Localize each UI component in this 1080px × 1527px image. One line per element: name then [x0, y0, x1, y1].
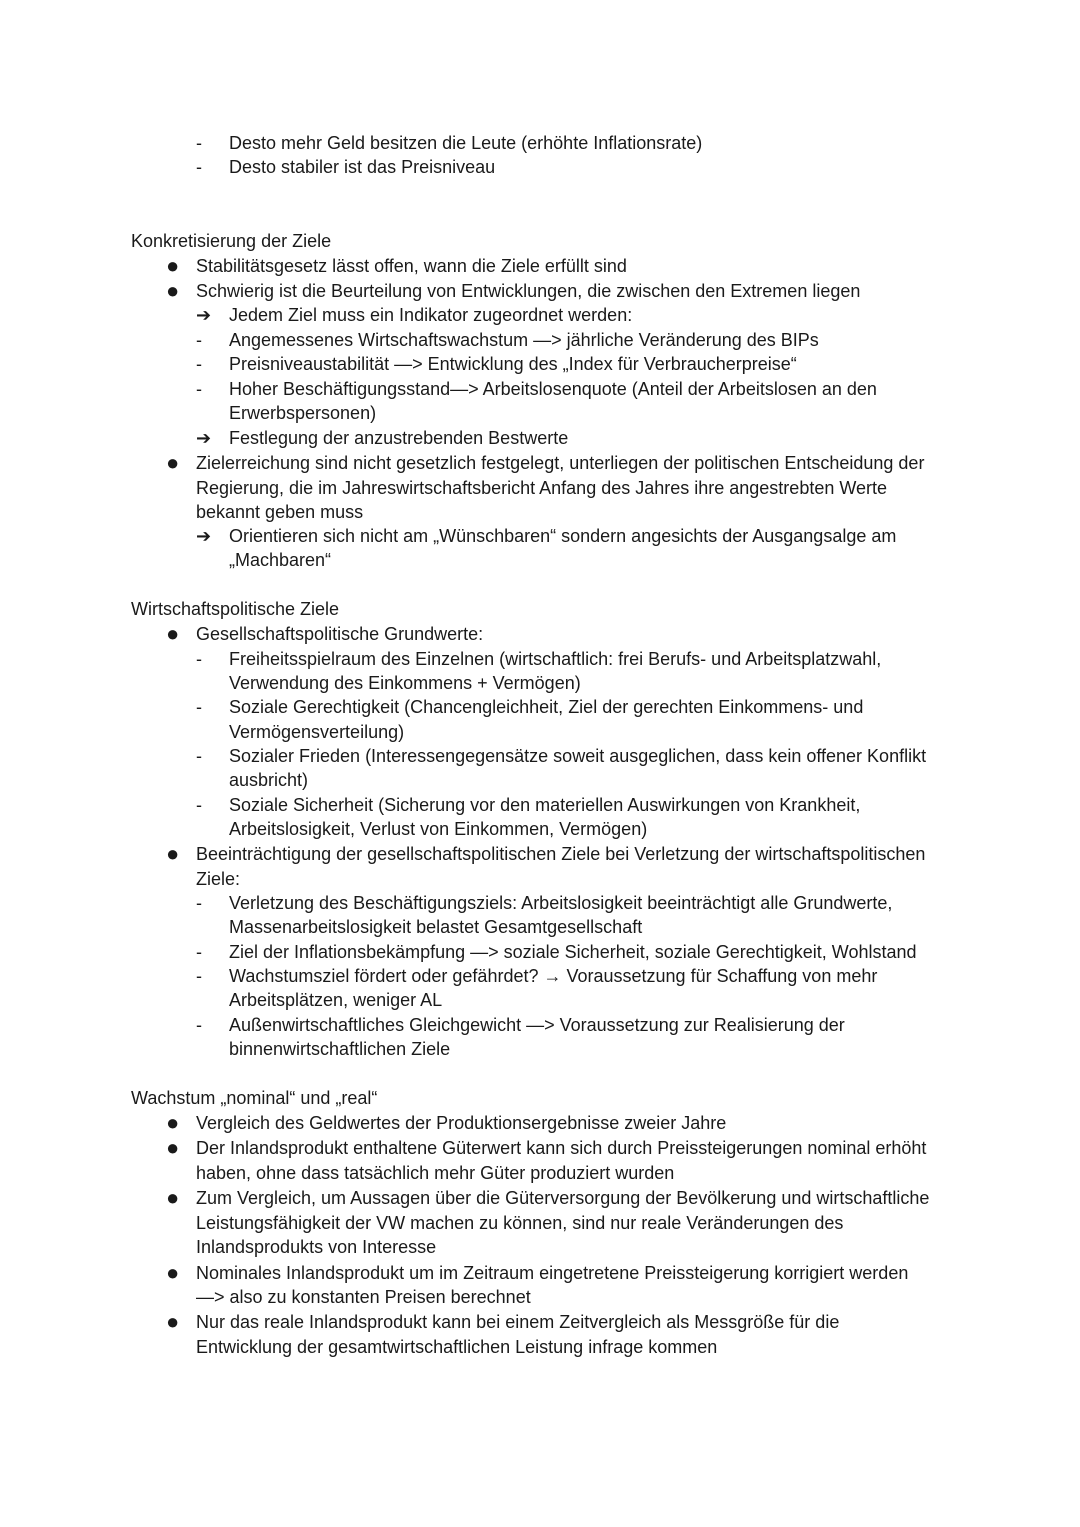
list-item-continuation: Entwicklung der gesamtwirtschaftlichen Leistung infrage kommen — [196, 1337, 718, 1357]
bullet-marker: ● — [166, 1185, 180, 1210]
list-item-continuation: Ziele: — [196, 869, 241, 889]
arrow-icon: ➔ — [196, 428, 212, 448]
list-item: Verletzung des Beschäftigungsziels: Arbeitslosigkeit beeinträchtigt alle Grundwerte, — [229, 893, 893, 913]
bullet-marker: ● — [166, 1135, 180, 1160]
bullet-marker: ● — [166, 1309, 180, 1334]
list-item: Nominales Inlandsprodukt um im Zeitraum eingetretene Preissteigerung korrigiert werden — [196, 1263, 909, 1283]
list-item: Soziale Sicherheit (Sicherung vor den materiellen Auswirkungen von Krankheit, — [229, 795, 861, 815]
list-item: Desto stabiler ist das Preisniveau — [229, 157, 496, 177]
list-item: Jedem Ziel muss ein Indikator zugeordnet werden: — [229, 305, 633, 325]
arrow-icon: ➔ — [196, 305, 212, 325]
dash-marker: - — [196, 379, 202, 399]
dash-marker: - — [196, 1015, 202, 1035]
dash-marker: - — [196, 893, 202, 913]
list-item-continuation: Inlandsprodukts von Interesse — [196, 1237, 437, 1257]
bullet-marker: ● — [166, 278, 180, 303]
dash-marker: - — [196, 966, 202, 986]
list-item-continuation: Massenarbeitslosigkeit belastet Gesamtgesellschaft — [229, 917, 643, 937]
dash-marker: - — [196, 746, 202, 766]
list-item: Freiheitsspielraum des Einzelnen (wirtschaftlich: frei Berufs- und Arbeitsplatzwahl, — [229, 649, 882, 669]
list-item: Vergleich des Geldwertes der Produktionsergebnisse zweier Jahre — [196, 1113, 727, 1133]
list-item: Schwierig ist die Beurteilung von Entwicklungen, die zwischen den Extremen liegen — [196, 281, 861, 301]
dash-marker: - — [196, 942, 202, 962]
list-item: Außenwirtschaftliches Gleichgewicht —> Voraussetzung zur Realisierung der — [229, 1015, 845, 1035]
list-item: Festlegung der anzustrebenden Bestwerte — [229, 428, 569, 448]
dash-marker: - — [196, 649, 202, 669]
bullet-marker: ● — [166, 450, 180, 475]
list-item: Zielerreichung sind nicht gesetzlich festgelegt, unterliegen der politischen Entscheidung der — [196, 453, 925, 473]
section-heading: Konkretisierung der Ziele — [131, 231, 332, 251]
list-item: Preisniveaustabilität —> Entwicklung des „Index für Verbraucherpreise“ — [229, 354, 797, 374]
list-item-continuation: Vermögensverteilung) — [229, 722, 405, 742]
list-item: Der Inlandsprodukt enthaltene Güterwert kann sich durch Preissteigerungen nominal erhöht — [196, 1138, 927, 1158]
bullet-marker: ● — [166, 1260, 180, 1285]
dash-marker: - — [196, 133, 202, 153]
list-item: Wachstumsziel fördert oder gefährdet? → Voraussetzung für Schaffung von mehr — [229, 966, 878, 986]
list-item: Hoher Beschäftigungsstand—> Arbeitslosenquote (Anteil der Arbeitslosen an den — [229, 379, 877, 399]
list-item-continuation: bekannt geben muss — [196, 502, 364, 522]
section-heading: Wachstum „nominal“ und „real“ — [131, 1088, 378, 1108]
list-item-continuation: Arbeitslosigkeit, Verlust von Einkommen, Vermögen) — [229, 819, 648, 839]
dash-marker: - — [196, 795, 202, 815]
dash-marker: - — [196, 697, 202, 717]
list-item: Gesellschaftspolitische Grundwerte: — [196, 624, 484, 644]
list-item-continuation: haben, ohne dass tatsächlich mehr Güter produziert wurden — [196, 1163, 675, 1183]
dash-marker: - — [196, 354, 202, 374]
list-item: Zum Vergleich, um Aussagen über die Güterversorgung der Bevölkerung und wirtschaftliche — [196, 1188, 930, 1208]
bullet-marker: ● — [166, 253, 180, 278]
list-item: Nur das reale Inlandsprodukt kann bei einem Zeitvergleich als Messgröße für die — [196, 1312, 840, 1332]
list-item: Desto mehr Geld besitzen die Leute (erhöhte Inflationsrate) — [229, 133, 703, 153]
bullet-marker: ● — [166, 841, 180, 866]
list-item-continuation: Leistungsfähigkeit der VW machen zu können, sind nur reale Veränderungen des — [196, 1213, 844, 1233]
list-item-continuation: —> also zu konstanten Preisen berechnet — [196, 1287, 531, 1307]
list-item: Angemessenes Wirtschaftswachstum —> jährliche Veränderung des BIPs — [229, 330, 819, 350]
list-item: Soziale Gerechtigkeit (Chancengleichheit, Ziel der gerechten Einkommens- und — [229, 697, 864, 717]
list-item-continuation: Arbeitsplätzen, weniger AL — [229, 990, 443, 1010]
arrow-icon: ➔ — [196, 526, 212, 546]
list-item-continuation: Erwerbspersonen) — [229, 403, 377, 423]
dash-marker: - — [196, 157, 202, 177]
list-item-continuation: ausbricht) — [229, 770, 309, 790]
list-item-continuation: binnenwirtschaftlichen Ziele — [229, 1039, 451, 1059]
bullet-marker: ● — [166, 1110, 180, 1135]
list-item: Stabilitätsgesetz lässt offen, wann die Ziele erfüllt sind — [196, 256, 627, 276]
bullet-marker: ● — [166, 621, 180, 646]
list-item: Orientieren sich nicht am „Wünschbaren“ sondern angesichts der Ausgangsalge am — [229, 526, 897, 546]
list-item-continuation: Verwendung des Einkommens + Vermögen) — [229, 673, 581, 693]
list-item-continuation: „Machbaren“ — [229, 550, 332, 570]
list-item: Sozialer Frieden (Interessengegensätze soweit ausgeglichen, dass kein offener Konflikt — [229, 746, 927, 766]
list-item: Beeinträchtigung der gesellschaftspolitischen Ziele bei Verletzung der wirtschaftspolitischen — [196, 844, 926, 864]
section-heading: Wirtschaftspolitische Ziele — [131, 599, 340, 619]
dash-marker: - — [196, 330, 202, 350]
list-item: Ziel der Inflationsbekämpfung —> soziale Sicherheit, soziale Gerechtigkeit, Wohlstand — [229, 942, 917, 962]
list-item-continuation: Regierung, die im Jahreswirtschaftsbericht Anfang des Jahres ihre angestrebten Werte — [196, 478, 888, 498]
